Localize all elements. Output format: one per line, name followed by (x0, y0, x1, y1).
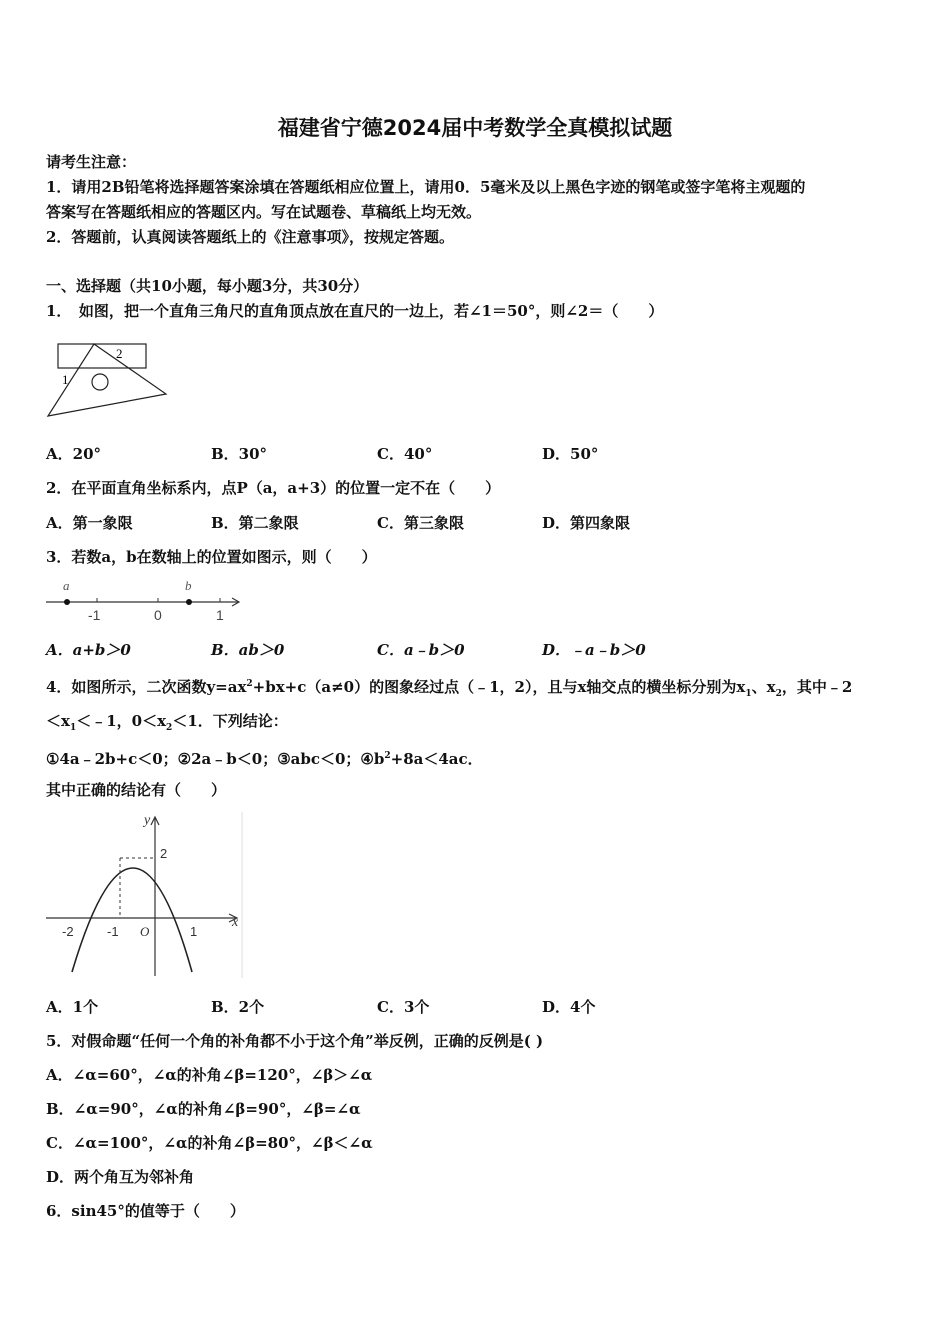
q4-stem-text-2: +bx+c（a≠0）的图象经过点（﹣1，2），且与x轴交点的横坐标分别为x (252, 678, 746, 696)
q4-option-a[interactable]: A．1个 (46, 998, 99, 1016)
label-y: y (144, 813, 151, 828)
q5-option-c[interactable]: C．∠α=100°，∠α的补角∠β=80°，∠β＜∠α (46, 1134, 373, 1152)
q3-option-b[interactable]: B．ab＞0 (211, 641, 285, 659)
q4-option-b[interactable]: B．2个 (211, 998, 265, 1016)
q4-option-c[interactable]: C．3个 (377, 998, 430, 1016)
label-minus-1: -1 (107, 924, 119, 939)
q4-line2-text-a: ＜x (46, 712, 70, 730)
label-b: b (185, 578, 192, 593)
angle-1-label: 1 (62, 372, 69, 387)
q4-question: 其中正确的结论有（ ） (46, 781, 227, 799)
label-origin: O (140, 924, 150, 939)
label-a: a (63, 578, 70, 593)
label-2: 2 (160, 846, 168, 861)
notice-line-2: 答案写在答题纸相应的答题区内。写在试题卷、草稿纸上均无效。 (46, 203, 482, 221)
q5-option-b[interactable]: B．∠α=90°，∠α的补角∠β=90°，∠β=∠α (46, 1100, 361, 1118)
q4-stem-line-1 (46, 675, 852, 703)
q3-option-d[interactable]: D．﹣a﹣b＞0 (542, 641, 646, 659)
label-minus-2: -2 (62, 924, 74, 939)
q4-stem-text-4: ，其中﹣2 (781, 678, 853, 696)
label-0: 0 (154, 607, 162, 623)
q4-stem-sub-2: 2 (775, 689, 782, 699)
q4-conclusions-text-a: ①4a﹣2b+c＜0；②2a﹣b＜0；③abc＜0；④b (46, 750, 385, 768)
label-1: 1 (190, 924, 198, 939)
q6-stem: 6．sin45°的值等于（ ） (46, 1202, 245, 1220)
q2-option-d[interactable]: D．第四象限 (542, 514, 631, 532)
q4-stem-line-2 (46, 712, 288, 737)
q4-parabola-figure (44, 810, 246, 980)
q4-stem-sub-1: 1 (745, 689, 752, 699)
label-x: x (232, 915, 239, 930)
q4-stem-text-3: 、x (751, 678, 776, 696)
q4-line2-text-c: ＜1．下列结论： (172, 712, 288, 730)
angle-2-label: 2 (116, 346, 123, 361)
notice-line-1: 1．请用2B铅笔将选择题答案涂填在答题纸相应位置上，请用0．5毫米及以上黑色字迹的钢笔或签字笔将主观题的 (46, 178, 806, 196)
q4-stem-sup: 2 (246, 679, 253, 689)
label-minus-1: -1 (88, 607, 101, 623)
q1-option-d[interactable]: D．50° (542, 445, 599, 463)
q2-option-b[interactable]: B．第二象限 (211, 514, 299, 532)
point-a (64, 599, 70, 605)
q4-conclusions-text-b: +8a＜4ac． (390, 750, 483, 768)
q5-option-d[interactable]: D．两个角互为邻补角 (46, 1168, 195, 1186)
section-heading: 一、选择题（共10小题，每小题3分，共30分） (46, 277, 369, 295)
parabola-curve (72, 868, 192, 972)
q5-option-a[interactable]: A．∠α=60°，∠α的补角∠β=120°，∠β＞∠α (46, 1066, 373, 1084)
q1-option-b[interactable]: B．30° (211, 445, 268, 463)
q4-conclusions-sup: 2 (384, 751, 391, 761)
q1-stem: 1． 如图，把一个直角三角尺的直角顶点放在直尺的一边上，若∠1＝50°，则∠2＝（ ） (46, 302, 664, 320)
label-1: 1 (216, 607, 224, 623)
q4-line2-sub-2: 2 (166, 723, 173, 733)
q1-option-c[interactable]: C．40° (377, 445, 433, 463)
triangle-hole (92, 374, 108, 390)
q2-stem: 2．在平面直角坐标系内，点P（a，a+3）的位置一定不在（ ） (46, 479, 501, 497)
q1-option-a[interactable]: A．20° (46, 445, 102, 463)
q3-option-c[interactable]: C．a﹣b＞0 (377, 641, 465, 659)
q4-option-d[interactable]: D．4个 (542, 998, 596, 1016)
q4-line2-sub-1: 1 (69, 723, 77, 733)
q5-stem: 5．对假命题“任何一个角的补角都不小于这个角”举反例，正确的反例是( ) (46, 1032, 544, 1050)
q3-number-line (44, 578, 244, 626)
q2-option-a[interactable]: A．第一象限 (46, 514, 133, 532)
q2-option-c[interactable]: C．第三象限 (377, 514, 464, 532)
ruler-shape (58, 344, 146, 368)
q3-stem: 3．若数a，b在数轴上的位置如图示，则（ ） (46, 548, 377, 566)
page-title: 福建省宁德2024届中考数学全真模拟试题 (277, 116, 673, 140)
q4-conclusions (46, 747, 483, 768)
q3-option-a[interactable]: A．a+b＞0 (46, 641, 131, 659)
q1-figure (44, 340, 174, 422)
notice-line-3: 2．答题前，认真阅读答题纸上的《注意事项》，按规定答题。 (46, 228, 454, 246)
q4-stem-text-1: 4．如图所示，二次函数y=ax (46, 678, 247, 696)
point-b (186, 599, 192, 605)
q4-line2-text-b: ＜﹣1，0＜x (76, 712, 167, 730)
notice-heading: 请考生注意： (46, 153, 137, 171)
